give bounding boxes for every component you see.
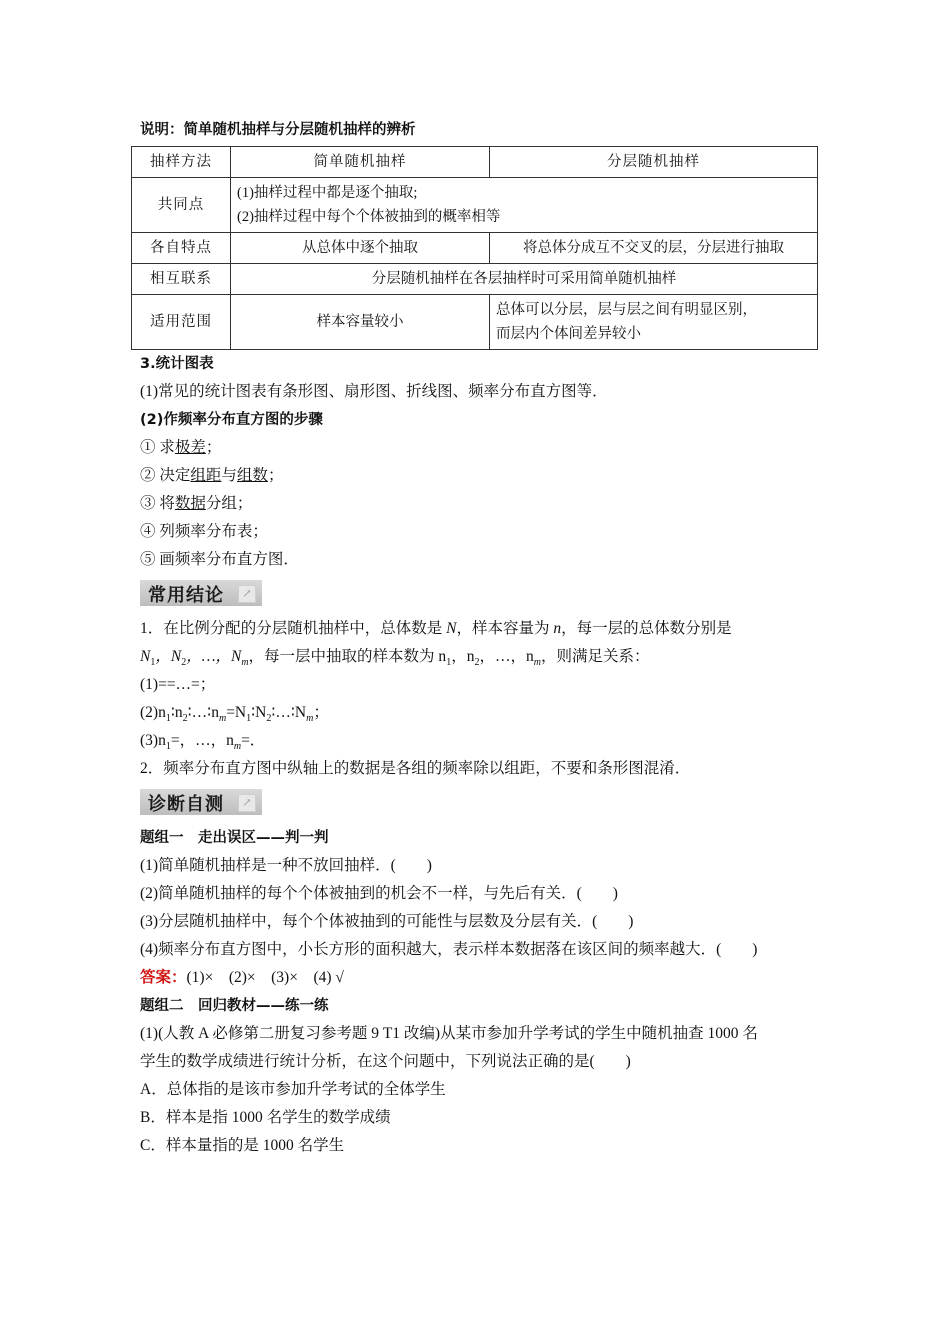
common-line-1: (1)抽样过程中都是逐个抽取; [237,185,418,201]
table-row-features [132,233,818,264]
relation-2: $(2)n_1∶n_2∶\dots∶n_m=N_1∶N_2∶\dots∶N_m$； [140,704,329,725]
step-5: ⑤ 画频率分布直方图． [140,551,299,568]
scope-simple: 样本容量较小 [231,295,490,350]
row-label-common: 共同点 [132,178,231,233]
common-line-2: (2)抽样过程中每个个体被抽到的概率相等 [237,209,501,225]
banner-conclusions-title: 常用结论 [148,585,224,606]
features-stratified: 将总体分成互不交叉的层，分层进行抽取 [490,233,818,264]
group-1-q2: (2)简单随机抽样的每个个体被抽到的机会不一样，与先后有关．( ) [140,885,618,902]
step-1: ① 求极差； [140,439,222,456]
relation-cell: 分层随机抽样在各层抽样时可采用简单随机抽样 [231,264,818,295]
common-cell [231,178,818,233]
group-2-title: 题组二 回归教材——练一练 [140,998,329,1014]
features-simple: 从总体中逐个抽取 [231,233,490,264]
table-header-stratified: 分层随机抽样 [490,147,818,178]
scope-stratified-line-1: 总体可以分层，层与层之间有明显区别， [496,302,757,318]
group-1-q1: (1)简单随机抽样是一种不放回抽样．( ) [140,857,432,874]
row-label-relation: 相互联系 [132,264,231,295]
step-2: ② 决定组距与组数； [140,467,284,484]
conclusion-1-line-1: 1．在比例分配的分层随机抽样中，总体数是 N，样本容量为 n，每一层的总体数分别是 [140,620,732,637]
table-row-relation [132,264,818,295]
conclusion-1-line-2: $N_1$，$N_2$，…，$N_m$，每一层中抽取的样本数为 $n_1$，$n_2$，…，$n_m$，则满足关系： [140,648,650,669]
banner-conclusions [140,580,262,606]
scope-stratified-line-2: 而层内个体间差异较小 [496,326,641,342]
group-1-answer [140,968,820,988]
section-3-title: 3.统计图表 [140,356,214,372]
section-3-p1: (1)常见的统计图表有条形图、扇形图、折线图、频率分布直方图等． [140,383,608,400]
relation-1: (1)==…=； [140,676,216,693]
conclusion-2: 2．频率分布直方图中纵轴上的数据是各组的频率除以组距，不要和条形图混淆． [140,760,691,777]
link-icon: ↗ [238,794,256,812]
answer-label: 答案： [140,969,187,986]
table-row-scope [132,295,818,350]
banner-self-test-title: 诊断自测 [148,794,224,815]
table-header-method: 抽样方法 [132,147,231,178]
table-header-row [132,147,818,178]
scope-stratified [490,295,818,350]
table-row-common [132,178,818,233]
option-b: B．样本是指 1000 名学生的数学成绩 [140,1109,391,1126]
banner-self-test [140,789,262,815]
step-3: ③ 将数据分组； [140,495,253,512]
document-page [140,120,820,1164]
link-icon: ↗ [238,585,256,603]
table-caption: 说明：简单随机抽样与分层随机抽样的辨析 [140,122,416,138]
option-c: C．样本量指的是 1000 名学生 [140,1137,345,1154]
group-2-question-line-1: (1)(人教 A 必修第二册复习参考题 9 T1 改编)从某市参加升学考试的学生中随机抽查 1000 名 [140,1025,758,1042]
answer-text: (1)× (2)× (3)× (4) √ [186,969,344,986]
relation-3: $(3)n_1=$，…，$n_m=$． [140,732,266,753]
group-2-question-line-2: 学生的数学成绩进行统计分析，在这个问题中，下列说法正确的是( ) [140,1053,631,1070]
group-1-title: 题组一 走出误区——判一判 [140,830,329,846]
group-1-q4: (4)频率分布直方图中，小长方形的面积越大，表示样本数据落在该区间的频率越大．( ) [140,941,758,958]
row-label-scope: 适用范围 [132,295,231,350]
option-a: A．总体指的是该市参加升学考试的全体学生 [140,1081,446,1098]
row-label-features: 各自特点 [132,233,231,264]
step-4: ④ 列频率分布表； [140,523,268,540]
table-header-simple: 简单随机抽样 [231,147,490,178]
comparison-table [131,146,818,350]
section-3-p2: (2)作频率分布直方图的步骤 [140,412,323,428]
group-1-q3: (3)分层随机抽样中，每个个体被抽到的可能性与层数及分层有关．( ) [140,913,634,930]
